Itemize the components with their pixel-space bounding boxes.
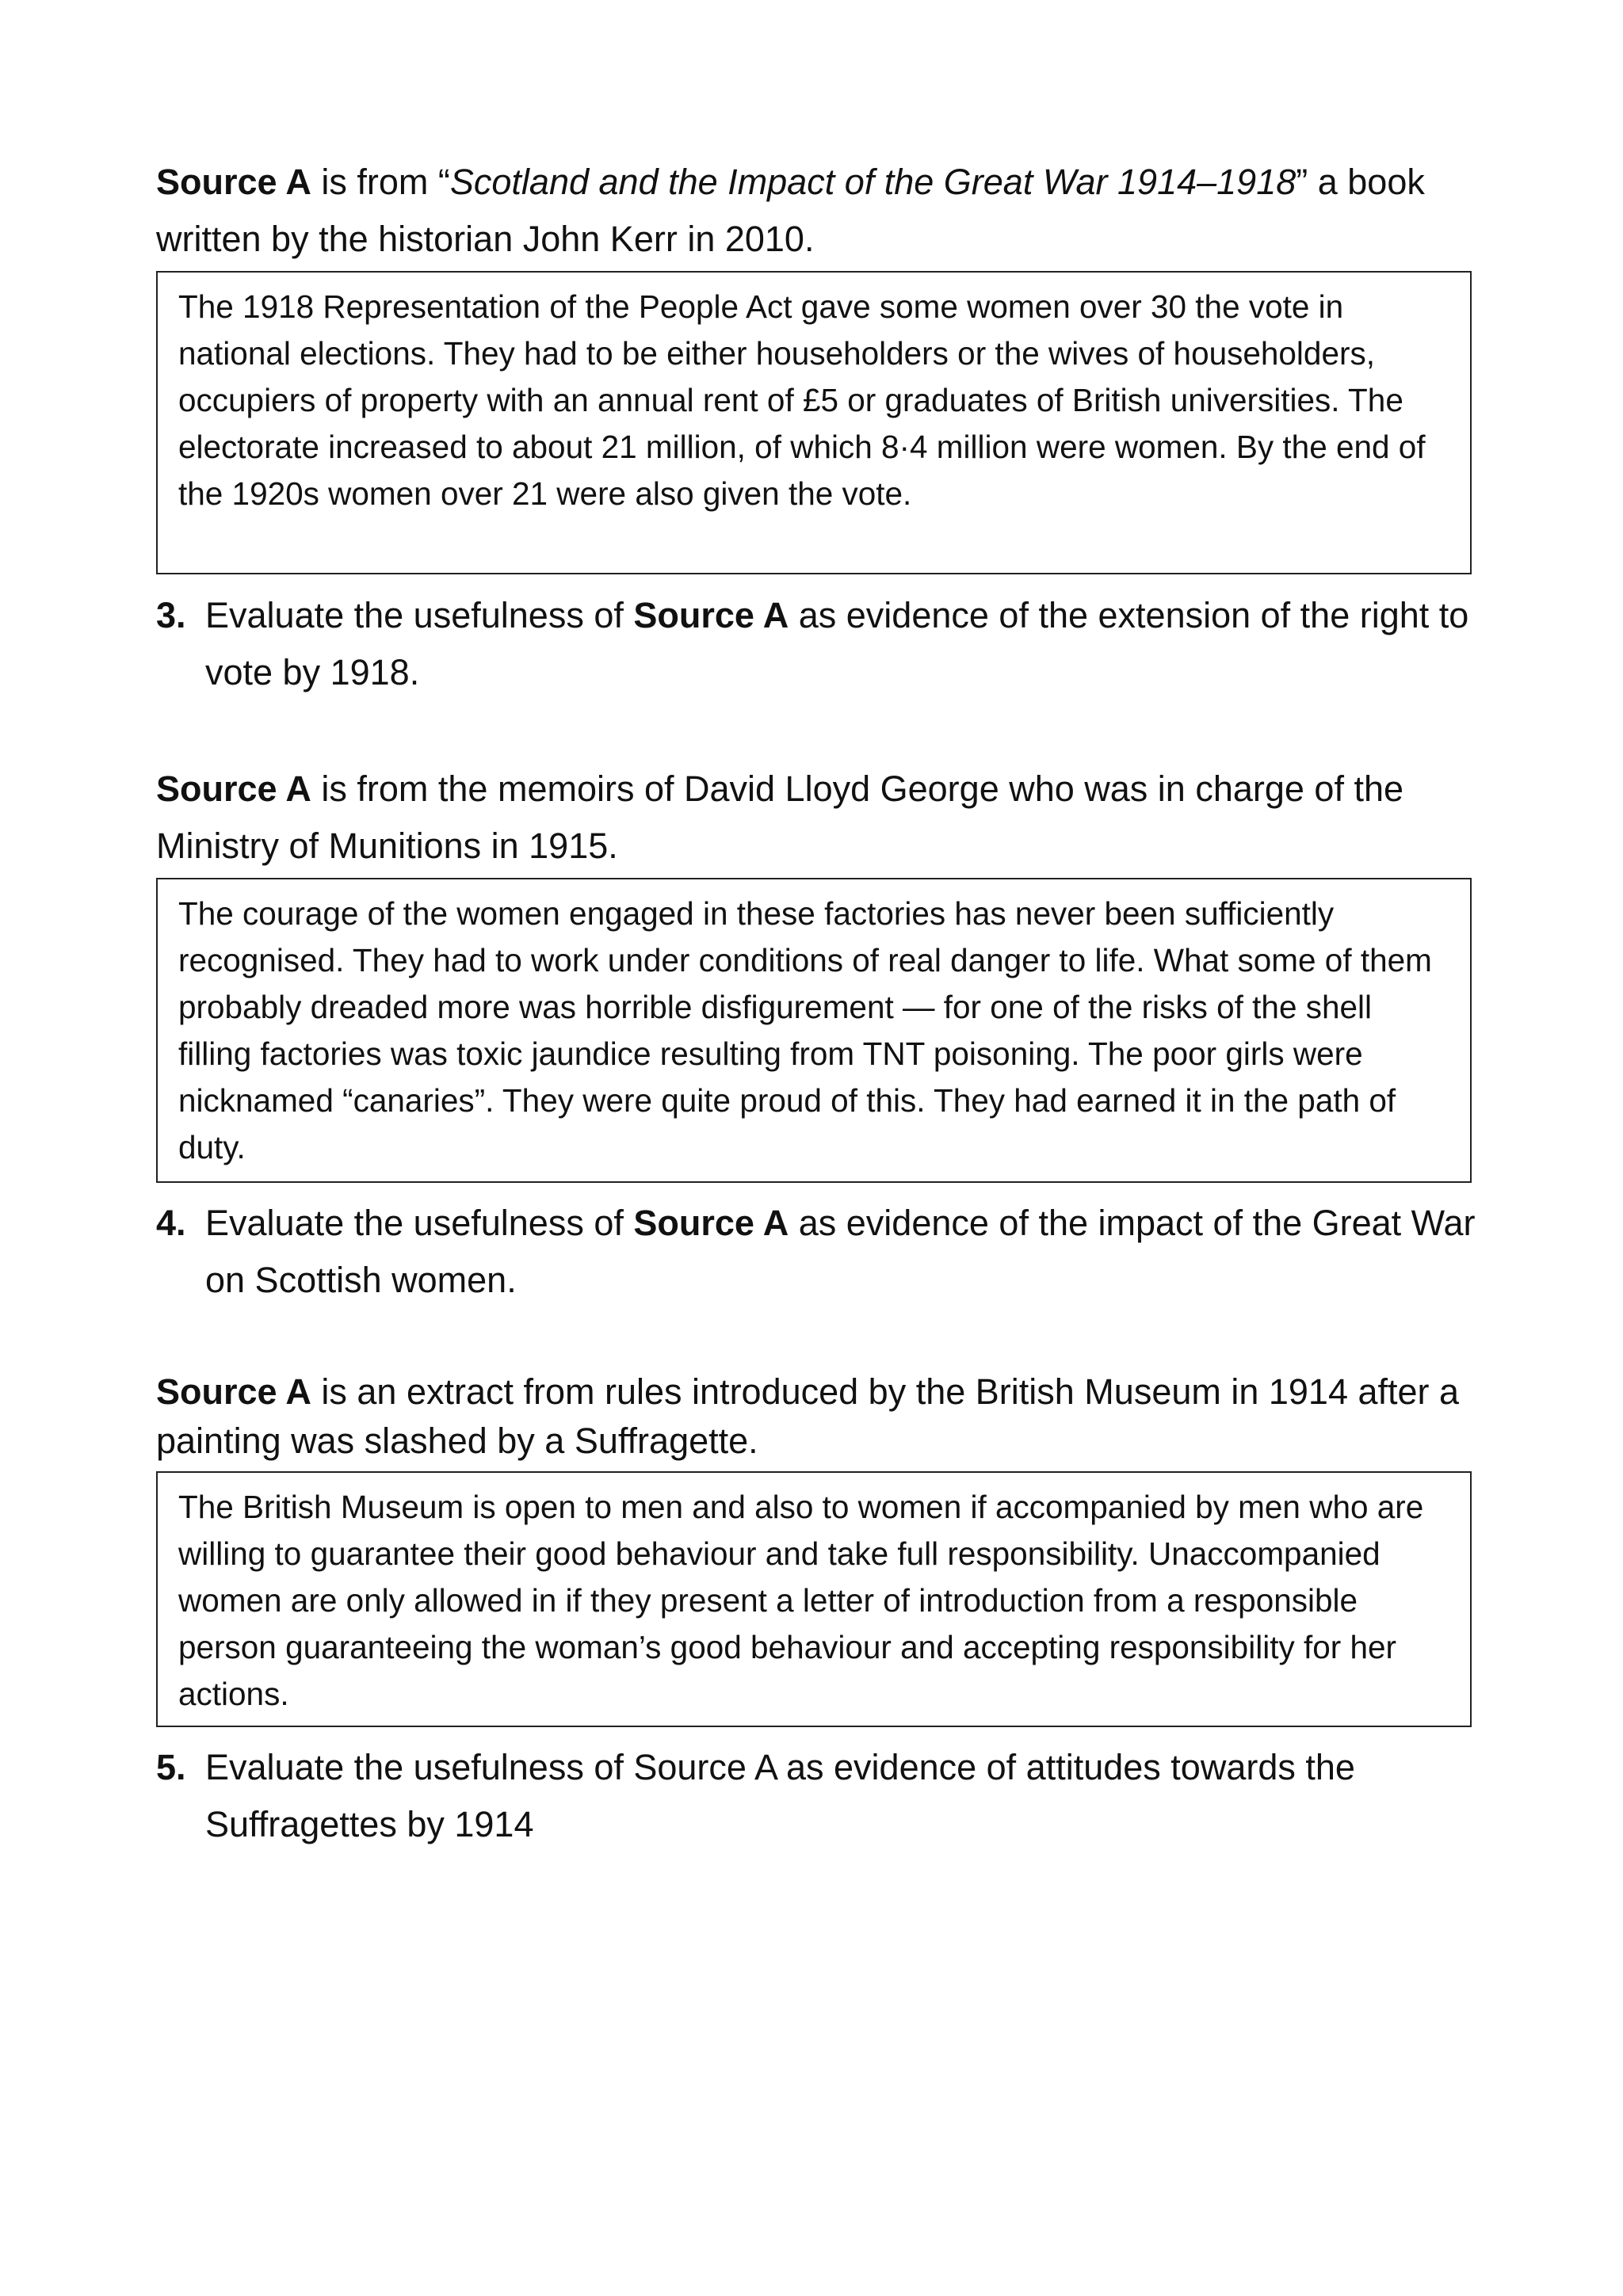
question-text-part: as evidence of the extension of the right to vote by 1918.	[205, 595, 1469, 692]
question-5	[156, 1739, 1487, 1853]
question-text-part: Evaluate the usefulness of	[205, 1203, 634, 1243]
source-label: Source A	[156, 769, 311, 809]
question-number: 5.	[156, 1747, 186, 1787]
question-text-part: as evidence of the impact of the Great War on Scottish women.	[205, 1203, 1476, 1300]
source-label: Source A	[156, 1371, 311, 1412]
question-number: 4.	[156, 1203, 186, 1243]
intro-text: ” a book written by the historian John Kerr in 2010.	[156, 162, 1425, 259]
source-intro-2	[156, 761, 1472, 875]
intro-text: is an extract from rules introduced by the British Museum in 1914 after a painting was slashed by a Suffragette.	[156, 1371, 1460, 1461]
source-text: The 1918 Representation of the People Act gave some women over 30 the vote in national elections. They had to be either householders or the wives of householders, occupiers of property with an annual rent of £5 or graduates of British universities. The electorate increased to about 21 million, of which 8·4 million were women. By the end of the 1920s women over 21 were also given the vote.	[178, 288, 1426, 512]
source-text: The British Museum is open to men and also to women if accompanied by men who are willing to guarantee their good behaviour and take full responsibility. Unaccompanied women are only allowed in if they present a letter of introduction from a responsible person guaranteeing the woman’s good behaviour and accepting responsibility for her actions.	[178, 1489, 1424, 1712]
intro-text: is from the memoirs of David Lloyd George who was in charge of the Ministry of Munitions in 1915.	[156, 769, 1404, 866]
source-text: The courage of the women engaged in these factories has never been sufficiently recognised. They had to work under conditions of real danger to life. What some of them probably dreaded more was horrible disfigurement — for one of the risks of the shell filling factories was toxic jaundice resulting from TNT poisoning. The poor girls were nicknamed “canaries”. They were quite proud of this. They had earned it in the path of duty.	[178, 895, 1432, 1165]
question-4	[156, 1195, 1487, 1309]
source-intro-1	[156, 154, 1472, 268]
source-intro-3	[156, 1367, 1472, 1466]
question-text-part: Evaluate the usefulness of	[205, 595, 634, 635]
question-text: Evaluate the usefulness of Source A as evidence of attitudes towards the Suffragettes by 1914	[205, 1747, 1355, 1844]
book-title: Scotland and the Impact of the Great War 1914–1918	[449, 162, 1296, 202]
source-box-3	[156, 1471, 1472, 1727]
source-box-2	[156, 878, 1472, 1183]
question-3	[156, 587, 1487, 701]
intro-text: is from “	[311, 162, 450, 202]
source-box-1	[156, 271, 1472, 574]
question-text	[205, 1195, 1487, 1309]
question-text	[205, 587, 1487, 701]
source-label: Source A	[633, 1203, 789, 1243]
source-label: Source A	[156, 162, 311, 202]
source-label: Source A	[633, 595, 789, 635]
question-number: 3.	[156, 595, 186, 635]
